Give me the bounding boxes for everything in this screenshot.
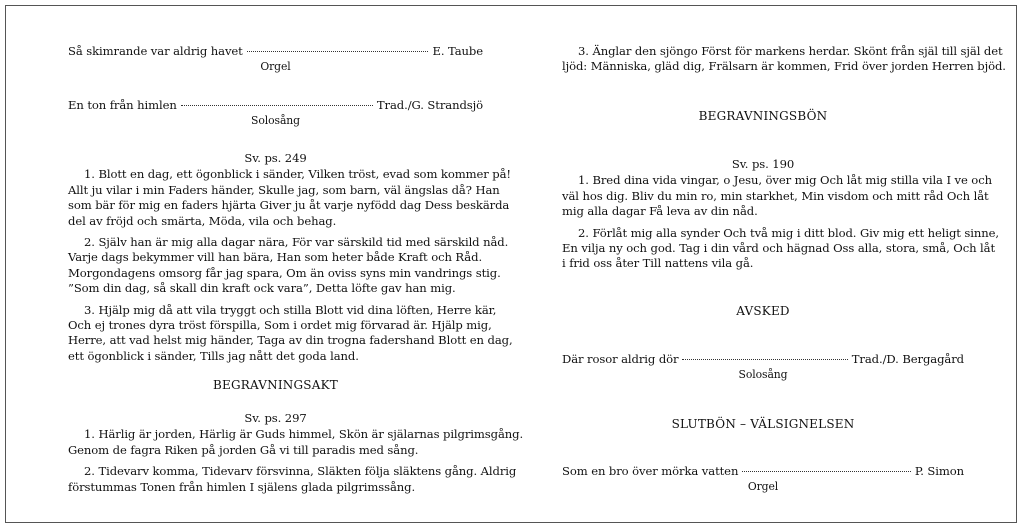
verse-line: väl hos dig. Bliv du min ro, min starkhet, Min visdom och mitt råd Och låt — [562, 188, 989, 203]
hymn-verse — [562, 225, 999, 272]
music-entry — [562, 352, 964, 383]
hymn-verse — [68, 464, 517, 495]
verse-line: 1. Blott en dag, ett ögonblick i sänder, Vilken tröst, evad som kommer på! — [84, 167, 511, 182]
section-heading: BEGRAVNINGSBÖN — [698, 109, 828, 123]
verse-line: ljöd: Människa, gläd dig, Frälsarn är kommen, Frid över jorden Herren bjöd. — [562, 59, 1006, 74]
hymn — [68, 151, 513, 364]
hymn-verse — [562, 173, 992, 219]
hymn-reference: Sv. ps. 297 — [244, 411, 307, 425]
dot-leader — [682, 359, 847, 360]
verse-line: mig alla dagar Få leva av din nåd. — [562, 204, 758, 219]
verse-line: 3. Hjälp mig då att vila tryggt och stilla Blott vid dina löften, Herre kär, — [84, 302, 497, 317]
entry-instrument: Orgel — [747, 480, 779, 494]
verse-line: Och ej trones dyra tröst förspilla, Som i ordet mig förvarad är. Hjälp mig, — [68, 318, 492, 333]
hymn — [562, 157, 999, 272]
hymn-verse-continued — [562, 44, 1006, 75]
dot-leader — [742, 471, 911, 472]
verse-line: 1. Bred dina vida vingar, o Jesu, över mig Och låt mig stilla vila I ve och — [578, 173, 992, 188]
music-entry — [68, 44, 483, 75]
hymn-verse — [562, 44, 1006, 75]
verse-line: som bär för mig en faders hjärta Giver ju åt varje nyfödd dag Dess beskärda — [68, 198, 510, 213]
entry-author: Trad./G. Strandsjö — [376, 98, 483, 112]
entry-title: Så skimrande var aldrig havet — [68, 44, 243, 58]
entry-title: En ton från himlen — [68, 98, 177, 112]
verse-line: Allt ju vilar i min Faders händer, Skulle jag, som barn, väl ängslas då? Han — [68, 182, 500, 197]
entry-title: Där rosor aldrig dör — [562, 352, 679, 366]
entry-instrument: Orgel — [260, 60, 291, 74]
section-heading: AVSKED — [736, 304, 790, 318]
section-heading: SLUTBÖN – VÄLSIGNELSEN — [671, 417, 855, 431]
hymn-reference: Sv. ps. 190 — [731, 157, 795, 171]
dot-leader — [181, 105, 373, 106]
verse-line: ett ögonblick i sänder, Tills jag nått det goda land. — [68, 348, 359, 363]
section-heading: BEGRAVNINGSAKT — [213, 378, 338, 392]
entry-author: P. Simon — [914, 464, 964, 478]
verse-line: Herre, att vad helst mig händer, Taga av din trogna fadershand Blott en dag, — [68, 333, 513, 348]
music-entry — [68, 98, 483, 129]
verse-line: i frid oss åter Till nattens vila gå. — [562, 256, 754, 271]
verse-line: 3. Änglar den sjöngo Först för markens herdar. Skönt från själ till själ det — [578, 44, 1003, 58]
verse-line: ”Som din dag, så skall din kraft ock vara”, Detta löfte gav han mig. — [68, 281, 456, 296]
hymn-verse — [68, 427, 524, 458]
verse-line: 1. Härlig är jorden, Härlig är Guds himmel, Skön är själarnas pilgrimsgång. — [84, 427, 524, 442]
hymn — [68, 411, 524, 495]
hymn-verse — [68, 235, 509, 297]
entry-author: Trad./D. Bergagård — [851, 352, 964, 366]
verse-line: Varje dags bekymmer vill han bära, Han som heter både Kraft och Råd. — [68, 250, 483, 265]
verse-line: 2. Tidevarv komma, Tidevarv försvinna, Släkten följa släktens gång. Aldrig — [84, 464, 517, 479]
verse-line: Genom de fagra Riken på jorden Gå vi till paradis med sång. — [68, 442, 419, 457]
program-sheet — [5, 5, 1017, 523]
entry-instrument: Solosång — [738, 368, 788, 382]
entry-title: Som en bro över mörka vatten — [562, 464, 739, 478]
dot-leader — [247, 51, 429, 52]
entry-instrument: Solosång — [251, 114, 300, 128]
verse-line: del av fröjd och smärta, Möda, vila och behag. — [68, 213, 337, 228]
verse-line: En vilja ny och god. Tag i din vård och hägnad Oss alla, stora, små, Och låt — [562, 241, 996, 256]
verse-line: 2. Förlåt mig alla synder Och två mig i ditt blod. Giv mig ett heligt sinne, — [578, 225, 999, 240]
hymn-verse — [68, 167, 511, 229]
entry-author: E. Taube — [432, 44, 483, 58]
hymn-verse — [68, 302, 513, 365]
verse-line: 2. Själv han är mig alla dagar nära, För var särskild tid med särskild nåd. — [84, 235, 509, 250]
verse-line: Morgondagens omsorg får jag spara, Om än oviss syns min vandrings stig. — [68, 265, 501, 280]
hymn-reference: Sv. ps. 249 — [244, 151, 307, 165]
verse-line: förstummas Tonen från himlen I själens glada pilgrimssång. — [68, 479, 416, 494]
music-entry — [562, 464, 964, 495]
